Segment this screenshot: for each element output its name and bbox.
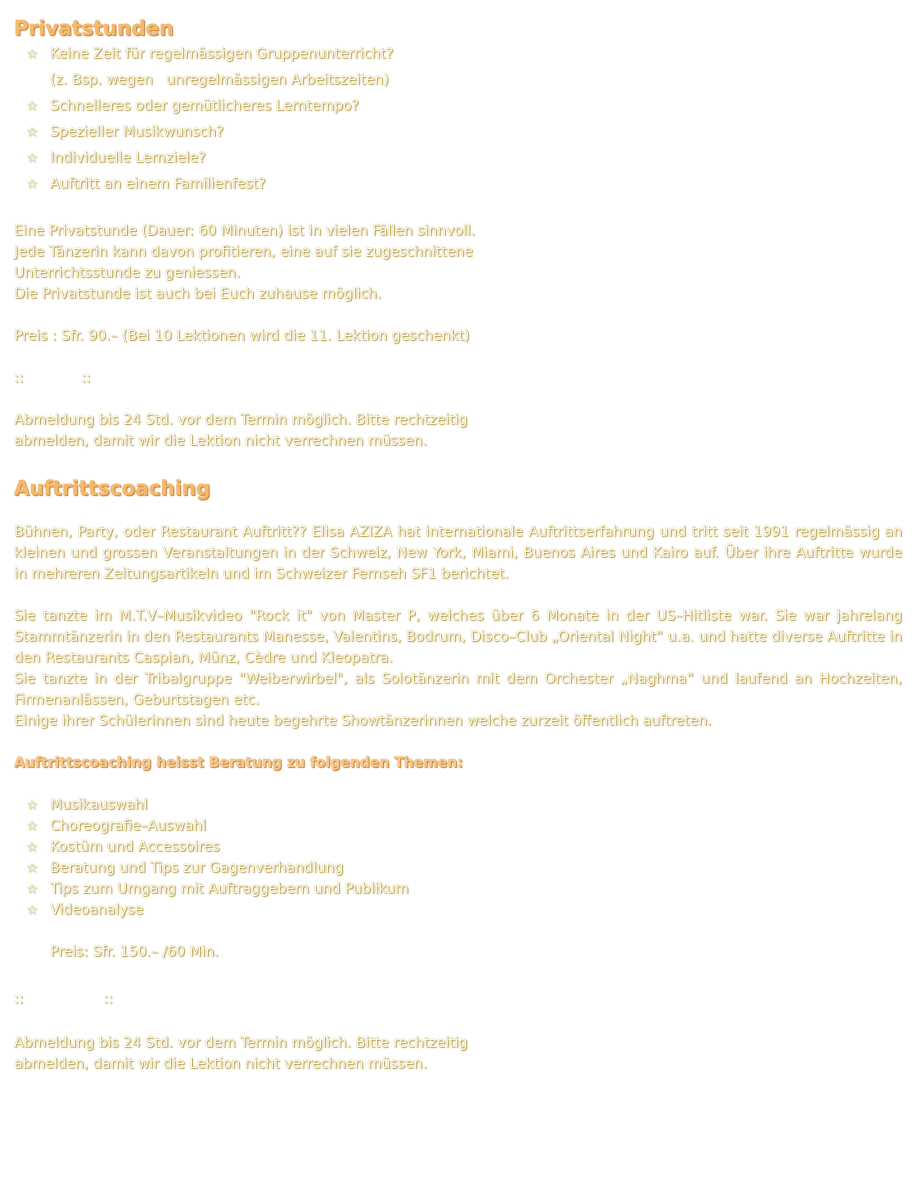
- list-item: ☆ Individuelle Lernziele?: [14, 148, 902, 174]
- list-item-note: (z. Bsp. wegen unregelmässigen Arbeitszeiten): [50, 72, 389, 88]
- list-item: ☆ Keine Zeit für regelmässigen Gruppenunterricht?: [14, 44, 902, 70]
- list-item: ☆ Kostüm und Accessoires: [14, 837, 902, 858]
- coaching-subtitle-wrap: [14, 753, 463, 774]
- coaching-para-1: Bühnen, Party, oder Restaurant Auftritt?? Elisa AZIZA hat internationale Auftrittserfahrung und tritt seit 1991 regelmässig an kleinen und grossen Veranstaltungen in der Schweiz, New York, Miami, Buenos Aires und Kairo auf. Über ihre Auftritte wurde in mehreren Zeitungsartikeln und im Schweizer Fernseh SF1 berichtet.: [14, 524, 902, 582]
- list-item: ☆ Musikauswahl: [14, 795, 902, 816]
- list-item: ☆ Videoanalyse: [14, 900, 902, 921]
- separator: :: ::: [14, 370, 91, 386]
- star-icon: ☆: [26, 882, 38, 897]
- list-item: ☆ Beratung und Tips zur Gagenverhandlung: [14, 858, 902, 879]
- list-item: ☆ Spezieller Musikwunsch?: [14, 122, 902, 148]
- star-icon: ☆: [26, 125, 38, 140]
- coaching-heading-wrap: [14, 474, 210, 502]
- coaching-bullet-list: [14, 795, 902, 921]
- privat-bullet-list: [14, 44, 902, 200]
- star-icon: ☆: [26, 47, 38, 62]
- star-icon: ☆: [26, 798, 38, 813]
- list-item: ☆ Tips zum Umgang mit Auftraggebern und Publikum: [14, 879, 902, 900]
- star-icon: ☆: [26, 177, 38, 192]
- coaching-para-4: Einige ihrer Schülerinnen sind heute begehrte Showtänzerinnen welche zurzeit öffentlich auftreten.: [14, 713, 712, 729]
- privat-description: Eine Privatstunde (Dauer: 60 Minuten) ist in vielen Fällen sinnvoll. Jede Tänzerin kann davon profitieren, eine auf sie zugeschnittene Unterrichtsstunde zu geniessen. Die Privatstunde ist auch bei Euch zuhause möglich.: [14, 223, 476, 302]
- star-icon: ☆: [26, 861, 38, 876]
- separator: :: ::: [14, 991, 113, 1007]
- list-item: ☆ Choreografie–Auswahl: [14, 816, 902, 837]
- star-icon: ☆: [26, 840, 38, 855]
- coaching-price: Preis: Sfr. 150.– /60 Min.: [50, 944, 219, 960]
- privat-price: Preis : Sfr. 90.– (Bei 10 Lektionen wird die 11. Lektion geschenkt): [14, 328, 470, 344]
- coaching-para-2: Sie tanzte im M.T.V–Musikvideo "Rock it" von Master P, welches über 6 Monate in der US–Hitliste war. Sie war jahrelang Stammtänzerin in den Restaurants Manesse, Valentins, Bodrum, Disco–Club „Oriental Night“ u.a. und hatte diverse Auftritte in den Restaurants Caspian, Münz, Cèdre und Kleopatra.: [14, 608, 902, 666]
- star-icon: ☆: [26, 819, 38, 834]
- coaching-bio: [14, 606, 902, 732]
- star-icon: ☆: [26, 151, 38, 166]
- coaching-para-3: Sie tanzte in der Tribalgruppe "Weiberwirbel", als Solotänzerin mit dem Orchester „Naghma“ und laufend an Hochzeiten, Firmenanlässen, Geburtstagen etc.: [14, 671, 902, 708]
- coaching-subtitle: Auftrittscoaching heisst Beratung zu folgenden Themen:: [14, 755, 463, 771]
- coaching-intro: [14, 522, 902, 585]
- coaching-cancel-note: Abmeldung bis 24 Std. vor dem Termin möglich. Bitte rechtzeitig abmelden, damit wir die Lektion nicht verrechnen müssen.: [14, 1035, 468, 1072]
- coaching-title: Auftrittscoaching: [14, 476, 211, 500]
- privat-title: Privatstunden: [14, 16, 174, 40]
- star-icon: ☆: [26, 99, 38, 114]
- list-item: ☆ Schnelleres oder gemütlicheres Lerntempo?: [14, 96, 902, 122]
- privat-cancel-note: Abmeldung bis 24 Std. vor dem Termin möglich. Bitte rechtzeitig abmelden, damit wir die Lektion nicht verrechnen müssen.: [14, 412, 468, 449]
- privat-heading-wrap: [14, 14, 174, 42]
- star-icon: ☆: [26, 903, 38, 918]
- list-item: ☆ Auftritt an einem Familienfest?: [14, 174, 902, 200]
